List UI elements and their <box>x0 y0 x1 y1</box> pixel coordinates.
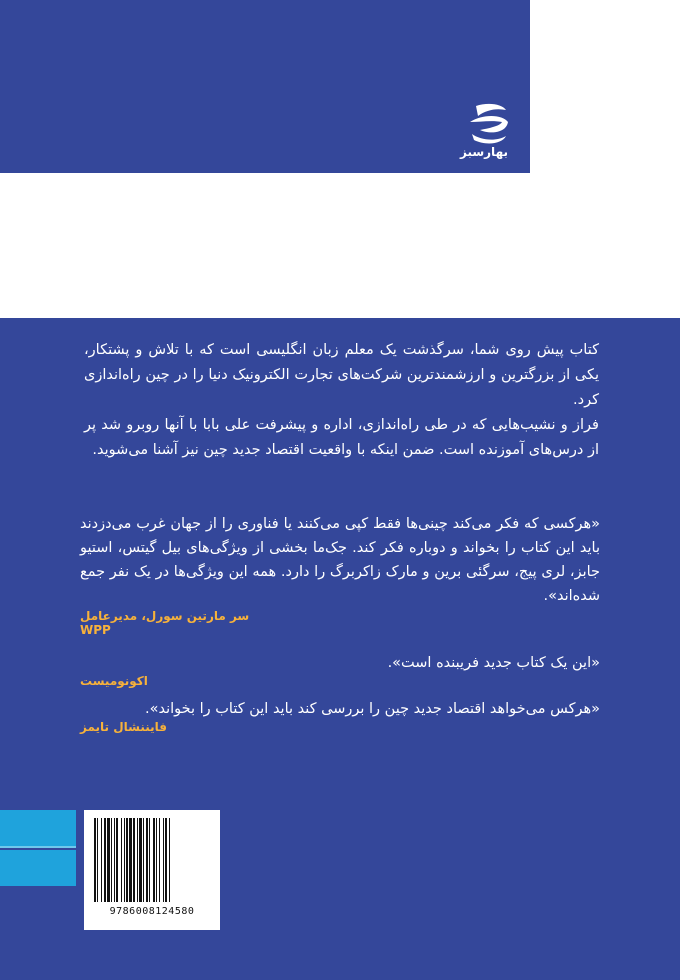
quote-1-attribution: سر مارتین سورل، مدیرعامل WPP <box>80 609 250 637</box>
top-right-white-block <box>530 0 680 173</box>
barcode-stripe <box>137 818 138 902</box>
publisher-logo-text: بهارسبز <box>459 145 508 159</box>
quote-2-text: «این یک کتاب جدید فریبنده است». <box>387 655 600 671</box>
white-band <box>0 173 680 318</box>
barcode-stripe <box>165 818 167 902</box>
barcode-stripe <box>149 818 150 902</box>
barcode-stripe <box>146 818 148 902</box>
barcode-stripe <box>133 818 135 902</box>
barcode-stripe <box>153 818 155 902</box>
barcode-stripe <box>126 818 128 902</box>
barcode-stripe <box>159 818 160 902</box>
quote-2-attribution: اکونومیست <box>80 674 148 688</box>
description-paragraph-1: کتاب پیش روی شما، سرگذشت یک معلم زبان انگلیسی است که با تلاش و پشتکار، یکی از بزرگترین و ارزشمندترین شرکت‌های تجارت الکترونیک دنیا را در چین راه‌اندازی کرد. <box>84 342 599 408</box>
barcode-stripe <box>163 818 164 902</box>
barcode-stripe <box>107 818 110 902</box>
accent-bar-bottom <box>0 850 76 886</box>
book-description <box>84 338 599 463</box>
barcode-stripe <box>139 818 142 902</box>
accent-divider <box>0 846 76 848</box>
barcode-stripe <box>114 818 115 902</box>
quote-3-attribution: فایننشال تایمز <box>80 720 167 734</box>
barcode-stripe <box>97 818 98 902</box>
barcode-stripe <box>169 818 170 902</box>
barcode-stripe <box>94 818 96 902</box>
barcode <box>84 810 220 930</box>
barcode-stripe <box>124 818 125 902</box>
barcode-stripe <box>104 818 106 902</box>
barcode-stripe <box>129 818 132 902</box>
top-blue-band <box>0 0 530 173</box>
barcode-bars <box>92 818 212 902</box>
barcode-stripe <box>121 818 122 902</box>
quote-1-text: «هرکسی که فکر می‌کند چینی‌ها فقط کپی می‌کنند یا فناوری را از جهان غرب می‌دزدند باید این کتاب را بخواند و دوباره فکر کند. جک‌ما بخشی از ویژگی‌های بیل گیتس، استیو جابز، لری پیج، سرگئی برین و مارک زاکربرگ را دارد. همه این ویژگی‌ها در یک نفر جمع شده‌اند». <box>80 516 600 604</box>
quote-3-text: «هرکس می‌خواهد اقتصاد جدید چین را بررسی کند باید این کتاب را بخواند». <box>144 701 600 717</box>
isbn-number: 9786008124580 <box>109 906 195 917</box>
barcode-stripe <box>101 818 102 902</box>
barcode-stripe <box>111 818 112 902</box>
accent-bar-top <box>0 810 76 846</box>
barcode-stripe <box>156 818 157 902</box>
barcode-stripe <box>116 818 118 902</box>
barcode-stripe <box>143 818 144 902</box>
description-paragraph-2: فراز و نشیب‌هایی که در طی راه‌اندازی، اداره و پیشرفت علی بابا با آنها روبرو شد پر از درس‌های آموزنده است. ضمن اینکه با واقعیت اقتصاد جدید چین نیز آشنا می‌شوید. <box>84 417 599 458</box>
